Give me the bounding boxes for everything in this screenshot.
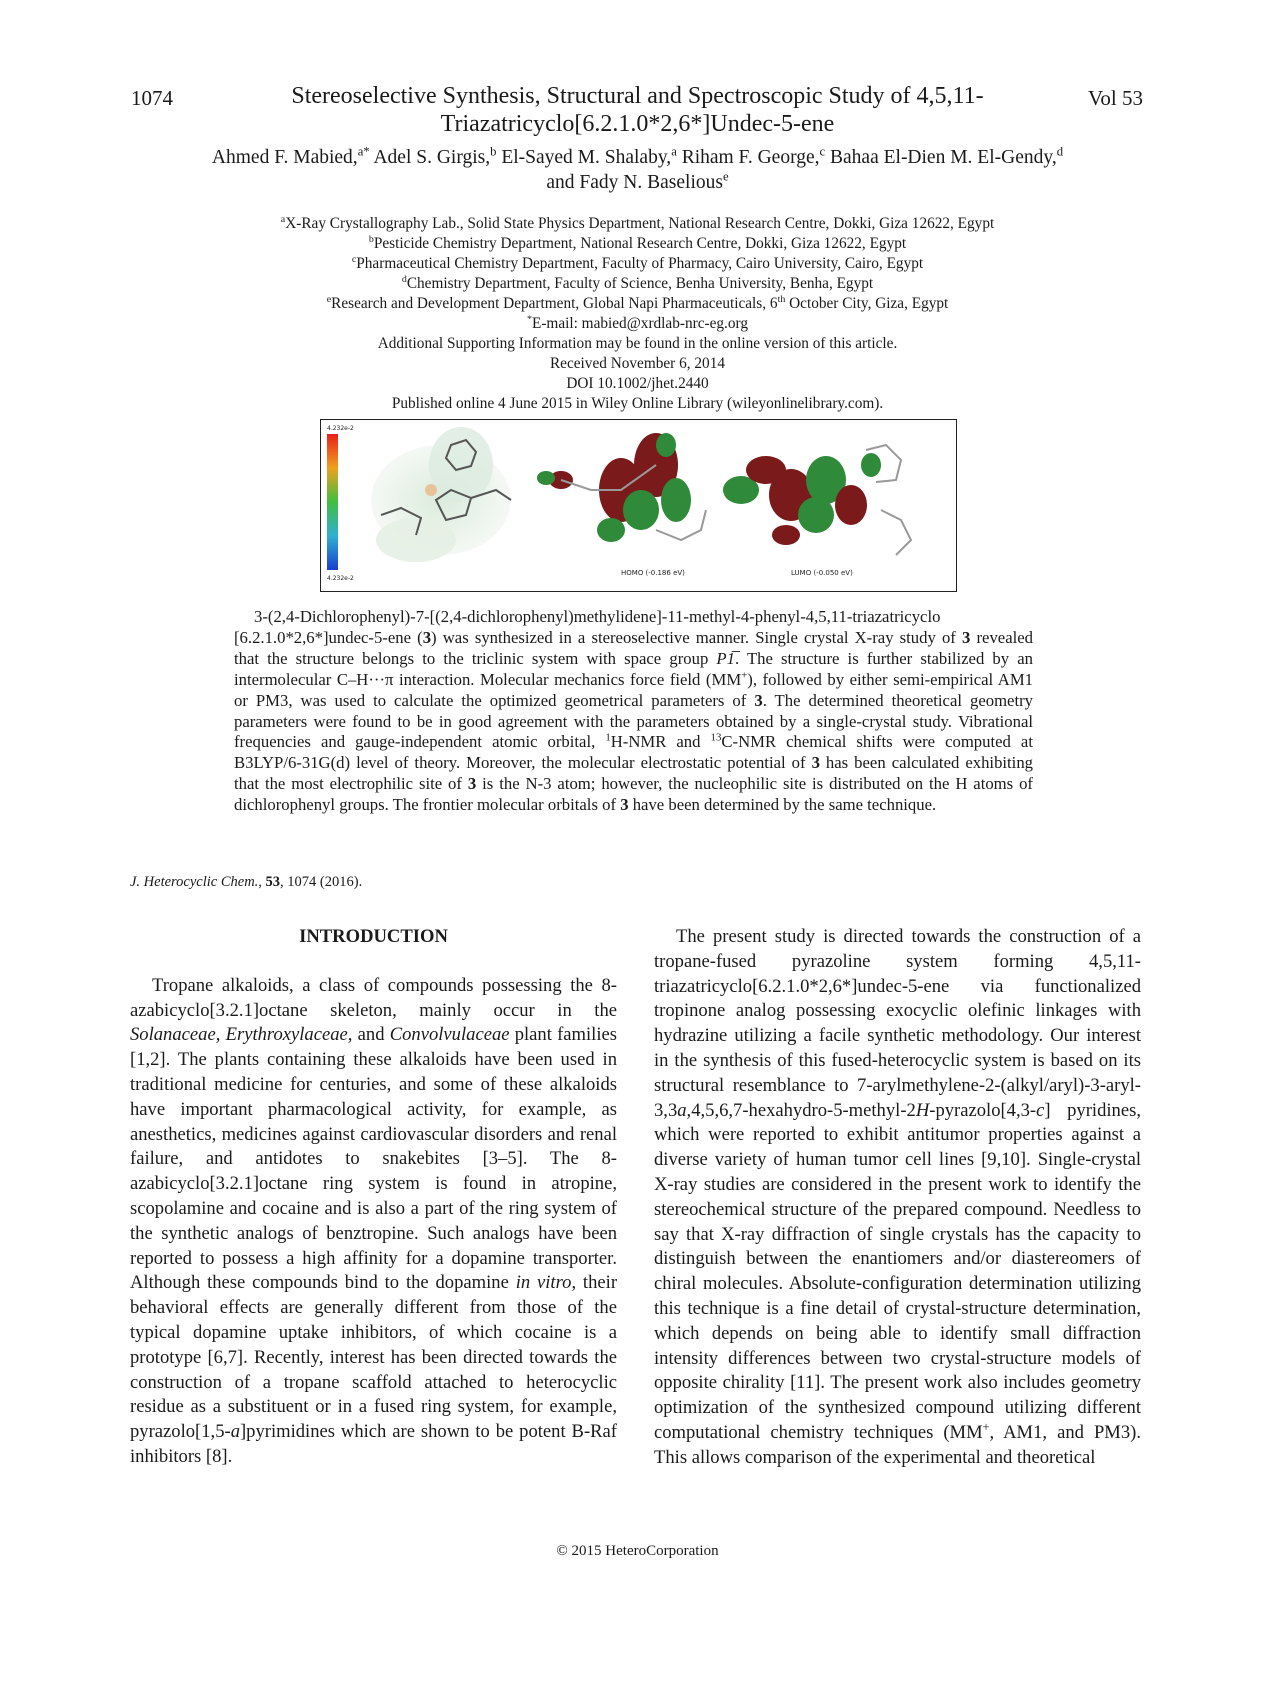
author-name: Adel S. Girgis, <box>373 147 491 168</box>
copyright-footer: © 2015 HeteroCorporation <box>556 1543 719 1559</box>
graphical-abstract-figure <box>320 419 957 592</box>
author-name: El-Sayed M. Shalaby, <box>501 147 672 168</box>
doi: DOI 10.1002/jhet.2440 <box>566 375 709 392</box>
section-heading: INTRODUCTION <box>299 926 448 947</box>
scale-min-label: 4.232e-2 <box>327 575 354 582</box>
mep-surface <box>371 427 511 562</box>
body-column-left <box>130 925 617 1470</box>
author-name: Bahaa El-Dien M. El-Gendy, <box>830 147 1057 168</box>
page-number: 1074 <box>131 86 173 110</box>
body-column-right <box>654 925 1141 1471</box>
lumo-orbital <box>723 445 911 577</box>
author-name: Ahmed F. Mabied, <box>211 147 358 168</box>
contact-email: *E-mail: mabied@xrdlab-nrc-eg.org <box>527 313 748 332</box>
color-scale-bar <box>327 434 338 570</box>
author-name: and Fady N. Baselious <box>546 172 723 193</box>
affiliations <box>180 214 1095 414</box>
author-mark: e <box>722 169 729 184</box>
author-mark: a* <box>357 144 370 159</box>
journal-citation: J. Heterocyclic Chem., 53, 1074 (2016). <box>130 874 363 890</box>
affiliation-a: $^a$X-Ray Crystallography Lab., Solid State Physics Department, National Research Centre, Dokki, Giza 12622, Egypt <box>280 213 995 232</box>
published-note: Published online 4 June 2015 in Wiley Online Library (wileyonlinelibrary.com). <box>391 395 884 412</box>
space-group: P1̅ <box>716 648 735 668</box>
volume-label: Vol 53 <box>1087 86 1143 110</box>
affiliation-e: $^e$Research and Development Department, Global Napi Pharmaceuticals, 6th October City, Giza, Egypt <box>326 293 949 312</box>
affiliation-b: $^b$Pesticide Chemistry Department, National Research Centre, Dokki, Giza 12622, Egypt <box>368 233 907 252</box>
author-list <box>130 145 1145 195</box>
received-date: Received November 6, 2014 <box>549 355 725 372</box>
author-mark: c <box>819 144 826 159</box>
article-title: Stereoselective Synthesis, Structural and Spectroscopic Study of 4,5,11-Triazatricyclo[6.2.1.0*2,6*]Undec-5-ene <box>291 83 984 137</box>
orbital-figure <box>321 420 955 590</box>
author-name: Riham F. George, <box>681 147 820 168</box>
homo-orbital <box>537 433 706 577</box>
author-mark: b <box>490 144 497 159</box>
homo-label: HOMO (-0.186 eV) <box>621 569 685 577</box>
intro-paragraph-1: Tropane alkaloids, a class of compounds possessing the 8-azabicyclo[3.2.1]octane skeleton, mainly occur in the Solanaceae, Erythroxylaceae, and Convolvulaceae plant families [1,2]. The plants containing these alkaloids have been used in traditional medicine for centuries, and some of these alkaloids have important pharmacological activity, for example, as anesthetics, medicines against cardiovascular disorders and renal failure, and antidotes to snakebites [3–5]. The 8-azabicyclo[3.2.1]octane ring system is found in atropine, scopolamine and cocaine and is also a part of the ring system of the synthetic analogs of benztropine. Such analogs have been reported to possess a high affinity for a dopamine transporter. Although these compounds bind to the dopamine in vitro, their behavioral effects are generally different from those of the typical dopamine uptake inhibitors, of which cocaine is a prototype [6,7]. Recently, interest has been directed towards the construction of a tropane scaffold attached to heterocyclic residue as a substituent or in a fused ring system, for example, pyrazolo[1,5-a]pyrimidines which are shown to be potent B-Raf inhibitors [8]. <box>130 974 618 1467</box>
supporting-info-note: Additional Supporting Information may be found in the online version of this article. <box>377 335 898 352</box>
author-mark: d <box>1056 144 1064 159</box>
lumo-label: LUMO (-0.050 eV) <box>791 569 853 577</box>
author-mark: a <box>671 144 677 159</box>
abstract: 3-(2,4-Dichlorophenyl)-7-[(2,4-dichlorophenyl)methylidene]-11-methyl-4-phenyl-4,5,11-triazatricyclo [6.2.1.0*2,6*]undec-5-ene (3) was synthesized in a stereoselective manner. Single crystal X-ray study of 3 revealed that the structure belongs to the triclinic system with space group P1̅. The structure is further stabilized by an intermolecular C–H···π interaction. Molecular mechanics force field (MM+), followed by either semi-empirical AM1 or PM3, was used to calculate the optimized geometrical parameters of 3. The determined theoretical geometry parameters were found to be in good agreement with the parameters obtained by a single-crystal study. Vibrational frequencies and gauge-independent atomic orbital, $^1$H-NMR and $^{13}$C-NMR chemical shifts were computed at B3LYP/6-31G(d) level of theory. Moreover, the molecular electrostatic potential of 3 has been calculated exhibiting that the most electrophilic site of 3 is the N-3 atom; however, the nucleophilic site is distributed on the H atoms of dichlorophenyl groups. The frontier molecular orbitals of 3 have been determined by the same technique. <box>234 607 1034 815</box>
affiliation-d: $^d$Chemistry Department, Faculty of Science, Benha University, Benha, Egypt <box>401 273 874 292</box>
affiliation-c: $^c$Pharmaceutical Chemistry Department, Faculty of Pharmacy, Cairo University, Cairo, Egypt <box>351 253 924 272</box>
scale-max-label: 4.232e-2 <box>327 425 354 432</box>
intro-paragraph-2: The present study is directed towards the construction of a tropane-fused pyrazoline system forming 4,5,11-triazatricyclo[6.2.1.0*2,6*]undec-5-ene via functionalized tropinone analog possessing exocyclic olefinic linkages with hydrazine utilizing a facile synthetic methodology. Our interest in the synthesis of this fused-heterocyclic system is based on its structural resemblance to 7-arylmethylene-2-(alkyl/aryl)-3-aryl-3,3a,4,5,6,7-hexahydro-5-methyl-2H-pyrazolo[4,3-c] pyridines, which were reported to exhibit antitumor properties against a diverse variety of human tumor cell lines [9,10]. Single-crystal X-ray studies are considered in the present work to identify the stereochemical structure of the prepared compound. Needless to say that X-ray diffraction of single crystals has the capacity to distinguish between the enantiomers and/or diastereomers of chiral molecules. Absolute-configuration determination utilizing this technique is a fine detail of crystal-structure determination, which depends on being able to identify small diffraction intensity differences between two crystal-structure models of opposite chirality [11]. The present work also includes geometry optimization of the synthesized compound utilizing different computational chemistry techniques (MM+, AM1, and PM3). This allows comparison of the experimental and theoretical <box>654 926 1141 1468</box>
